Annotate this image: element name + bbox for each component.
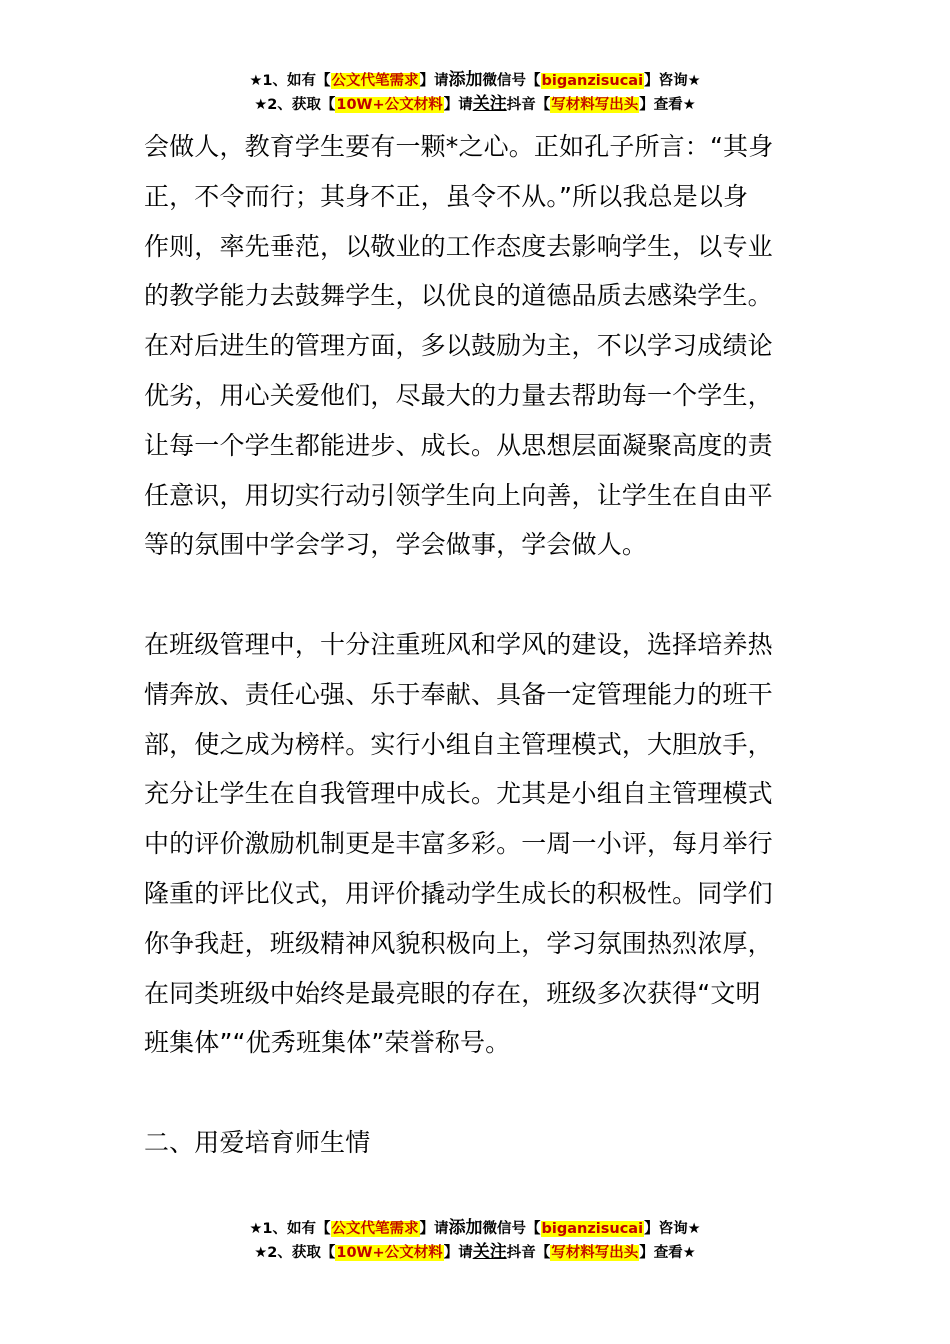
text-line: 充分让学生在自我管理中成长。尤其是小组自主管理模式: [144, 779, 773, 809]
text-line: 班集体”“优秀班集体”荣誉称号。: [144, 1028, 511, 1058]
banner-text: 】查看★: [639, 1245, 696, 1261]
text-line: 中的评价激励机制更是丰富多彩。一周一小评，每月举行: [144, 829, 773, 859]
banner-emphasis: 添加: [448, 70, 483, 90]
paragraph-2: [144, 620, 810, 1068]
banner-text: 】请: [419, 1221, 449, 1237]
text-line: 隆重的评比仪式，用评价撬动学生成长的积极性。同学们: [144, 878, 773, 908]
banner-highlight: 公文代笔需求: [331, 73, 419, 89]
banner-highlight: 10W+公文材料: [336, 97, 443, 113]
banner-emphasis: 关注: [472, 1242, 507, 1262]
banner-emphasis: 关注: [472, 94, 507, 114]
text-line: 情奔放、责任心强、乐于奉献、具备一定管理能力的班干: [144, 679, 773, 709]
banner-text: 】咨询★: [644, 73, 701, 89]
banner-text: 】请: [419, 73, 449, 89]
text-line: 等的氛围中学会学习，学会做事，学会做人。: [144, 530, 648, 560]
text-line: 让每一个学生都能进步、成长。从思想层面凝聚高度的责: [144, 430, 773, 460]
text-line: 部，使之成为榜样。实行小组自主管理模式，大胆放手，: [144, 729, 773, 759]
paragraph-spacer: [144, 1068, 810, 1118]
paragraph-spacer: [144, 570, 810, 620]
banner-highlight: 10W+公文材料: [336, 1245, 443, 1261]
banner-line-2: [0, 1240, 950, 1264]
banner-highlight: 写材料写出头: [551, 1245, 639, 1261]
text-line: 的教学能力去鼓舞学生，以优良的道德品质去感染学生。: [144, 281, 773, 311]
footer-banner: [0, 1216, 950, 1264]
banner-text: 微信号【: [482, 73, 541, 89]
banner-highlight: 写材料写出头: [551, 97, 639, 113]
text-line: 任意识，用切实行动引领学生向上向善，让学生在自由平: [144, 480, 773, 510]
text-line: 正，不令而行；其身不正，虽令不从。”所以我总是以身: [144, 181, 749, 211]
banner-text: 微信号【: [482, 1221, 541, 1237]
text-line: 优劣，用心关爱他们，尽最大的力量去帮助每一个学生，: [144, 380, 773, 410]
banner-text: 抖音【: [506, 97, 551, 113]
paragraph-1: [144, 122, 810, 570]
section-heading: 二、用爱培育师生情: [144, 1127, 371, 1157]
text-line: 在同类班级中始终是最亮眼的存在，班级多次获得“文明: [144, 978, 761, 1008]
banner-line-1: [0, 68, 950, 92]
text-line: 在对后进生的管理方面，多以鼓励为主，不以学习成绩论: [144, 331, 773, 361]
banner-line-2: [0, 92, 950, 116]
banner-line-1: [0, 1216, 950, 1240]
text-line: 作则，率先垂范，以敬业的工作态度去影响学生，以专业: [144, 231, 773, 261]
banner-highlight: biganzisucai: [541, 1221, 644, 1237]
header-banner: [0, 68, 950, 116]
banner-text: 抖音【: [506, 1245, 551, 1261]
banner-emphasis: 添加: [448, 1218, 483, 1238]
banner-highlight: biganzisucai: [541, 73, 644, 89]
text-line: 会做人，教育学生要有一颗*之心。正如孔子所言：“其身: [144, 132, 774, 161]
banner-text: 】咨询★: [644, 1221, 701, 1237]
banner-text: 】请: [443, 97, 473, 113]
banner-text: ★2、获取【: [254, 1245, 336, 1261]
banner-text: ★1、如有【: [249, 73, 331, 89]
banner-highlight: 公文代笔需求: [331, 1221, 419, 1237]
banner-text: 】请: [443, 1245, 473, 1261]
banner-text: ★2、获取【: [254, 97, 336, 113]
banner-text: ★1、如有【: [249, 1221, 331, 1237]
text-line: 在班级管理中，十分注重班风和学风的建设，选择培养热: [144, 629, 773, 659]
text-line: 你争我赶，班级精神风貌积极向上，学习氛围热烈浓厚，: [144, 928, 773, 958]
document-body: [144, 122, 810, 1168]
banner-text: 】查看★: [639, 97, 696, 113]
